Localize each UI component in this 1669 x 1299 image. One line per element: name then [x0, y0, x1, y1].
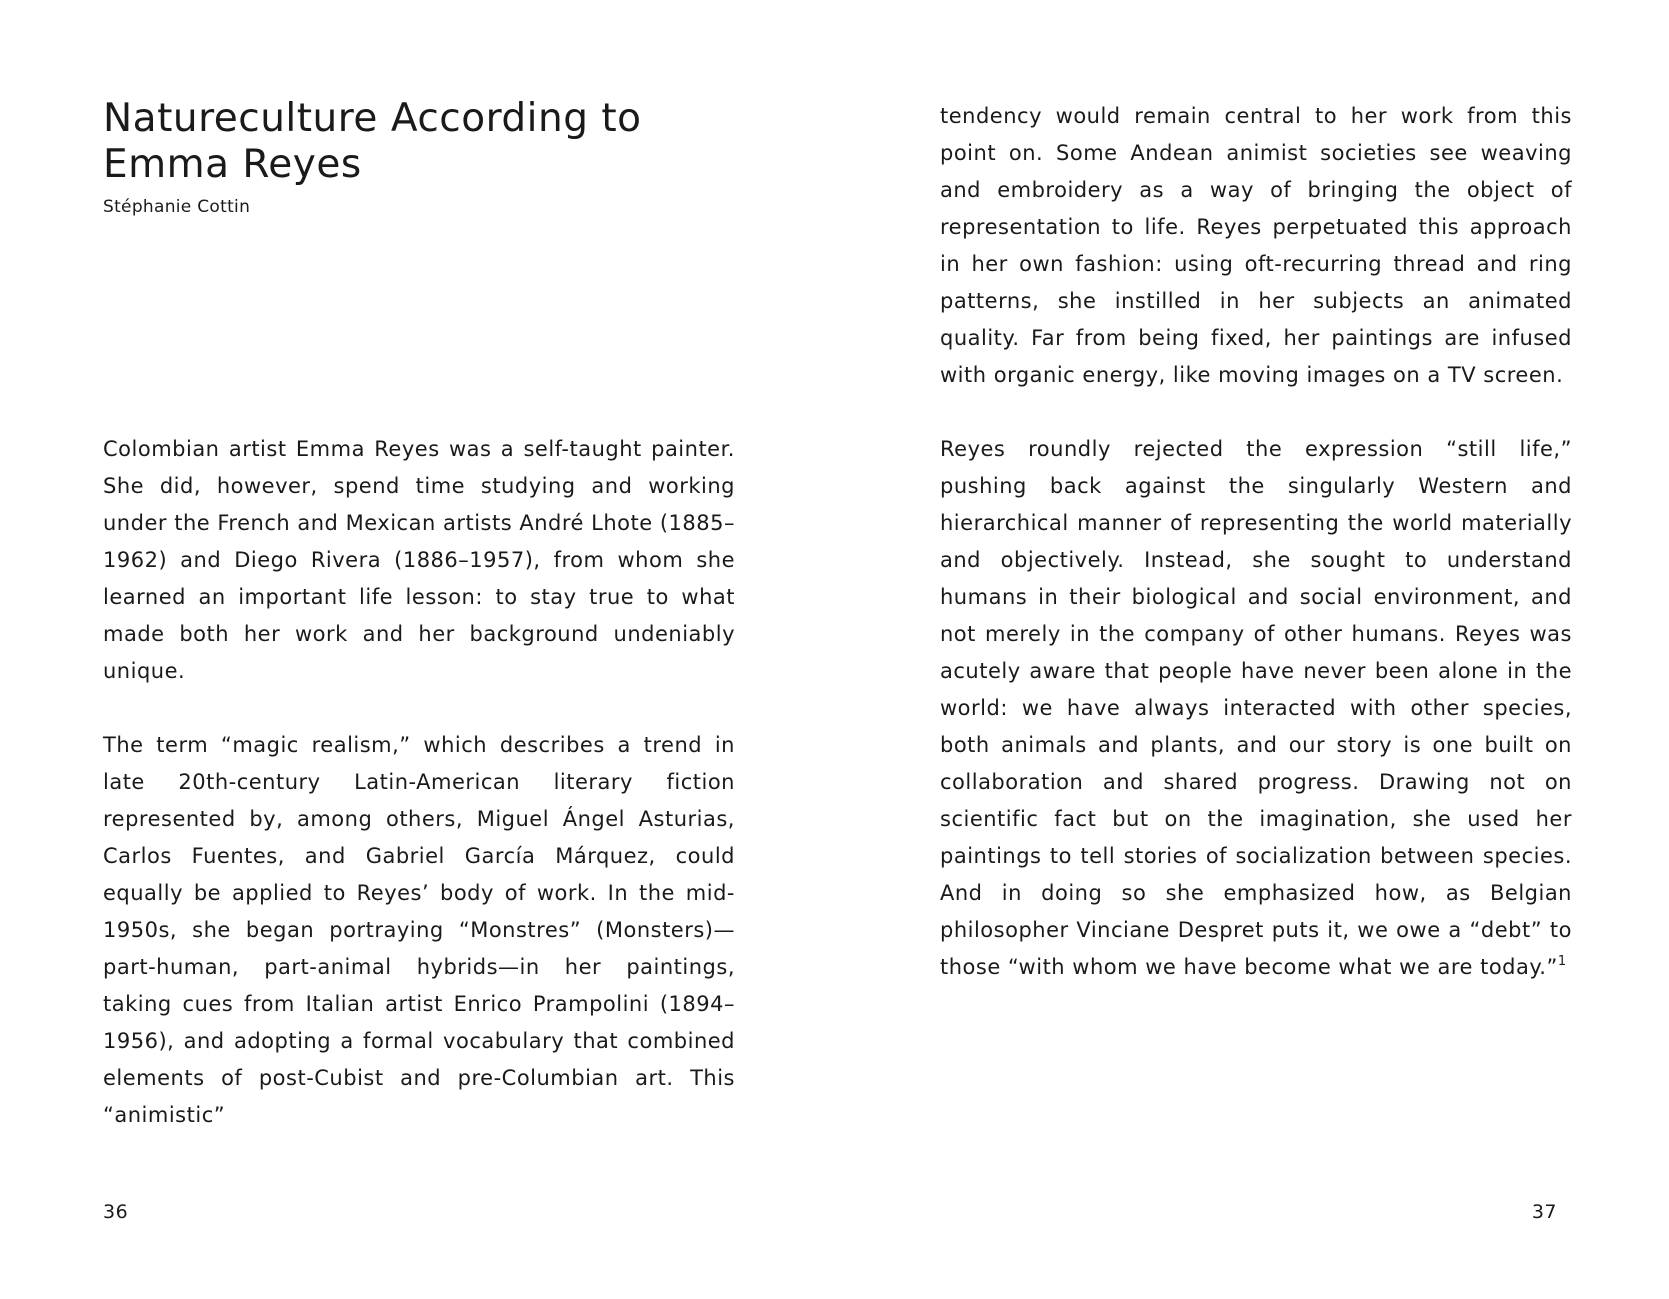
article-author: Stéphanie Cottin	[103, 197, 251, 217]
left-page	[0, 0, 834, 1299]
body-paragraph-text: Reyes roundly rejected the expression “still life,” pushing back against the singularly Western and hierarchical manner of representing the world materially and objectively. Instead, she sought to understand humans in their biological and social environment, and not merely in the company of other humans. Reyes was acutely aware that people have never been alone in the world: we have always interacted with other species, both animals and plants, and our story is one built on collaboration and shared progress. Drawing not on scientific fact but on the imagination, she used her paintings to tell stories of socialization between species. And in doing so she emphasized how, as Belgian philosopher Vinciane Despret puts it, we owe a “debt” to those “with whom we have become what we are today.”	[940, 437, 1572, 979]
body-paragraph: Colombian artist Emma Reyes was a self-taught painter. She did, however, spend time studying and working under the French and Mexican artists André Lhote (1885–1962) and Diego Rivera (1886–1957), from whom she learned an important life lesson: to stay true to what made both her work and her background undeniably unique.	[103, 437, 735, 683]
body-paragraph: The term “magic realism,” which describes a trend in late 20th-century Latin-American literary fiction represented by, among others, Miguel Ángel Asturias, Carlos Fuentes, and Gabriel García Márquez, could equally be applied to Reyes’ body of work. In the mid-1950s, she began portraying “Monstres” (Monsters)—part-human, part-animal hybrids—in her paintings, taking cues from Italian artist Enrico Prampolini (1894–1956), and adopting a formal vocabulary that combined elements of post-Cubist and pre-Columbian art. This “animistic”	[103, 733, 735, 1127]
page-number: 37	[1531, 1201, 1557, 1223]
article-title: Natureculture According to Emma Reyes	[103, 96, 642, 187]
footnote-marker[interactable]: 1	[1557, 954, 1567, 969]
right-page	[834, 0, 1669, 1299]
body-paragraph	[940, 431, 1572, 986]
left-text-column	[103, 431, 735, 1134]
body-paragraph: tendency would remain central to her work from this point on. Some Andean animist societies see weaving and embroidery as a way of bringing the object of representation to life. Reyes perpetuated this approach in her own fashion: using oft-recurring thread and ring patterns, she instilled in her subjects an animated quality. Far from being fixed, her paintings are infused with organic energy, like moving images on a TV screen.	[940, 104, 1572, 387]
right-text-column	[940, 98, 1572, 986]
page-number: 36	[103, 1201, 129, 1223]
